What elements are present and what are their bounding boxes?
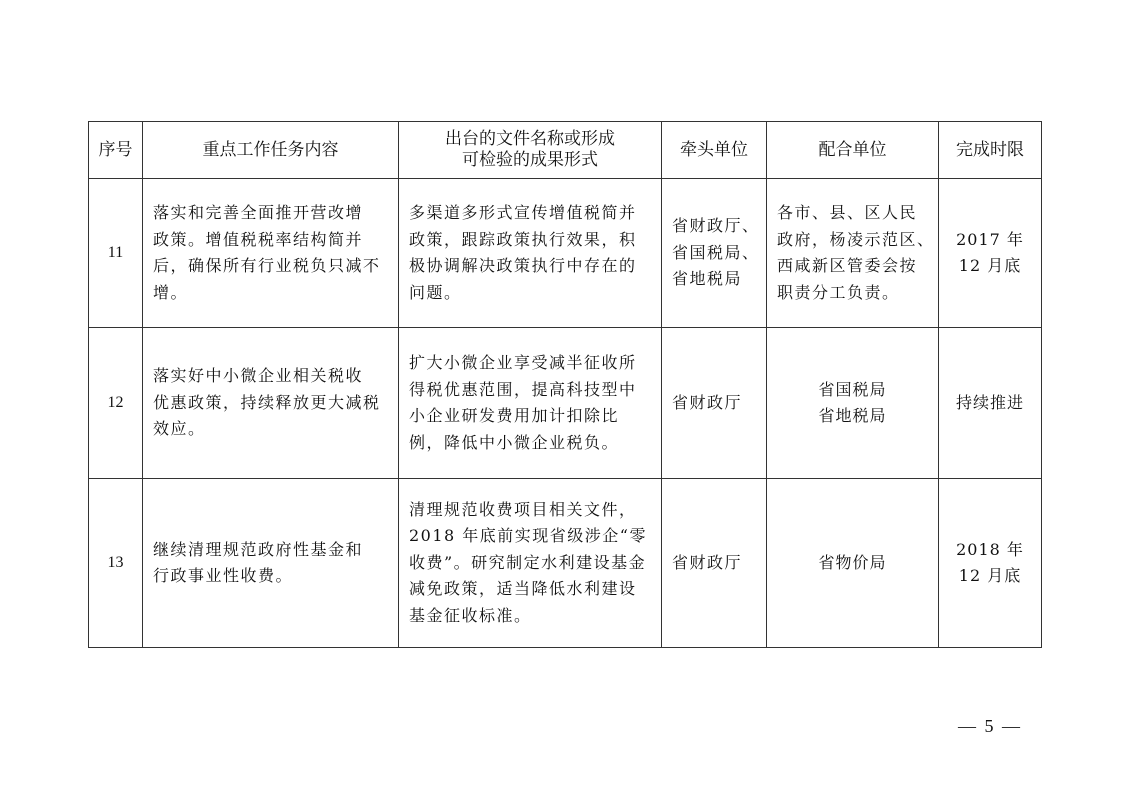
text-line: 12 月底 — [958, 256, 1022, 275]
text-line: 省国税局 — [818, 379, 887, 399]
text-line: 行政事业性收费。 — [153, 566, 294, 585]
text-line: 减免政策，适当降低水利建设 — [409, 579, 637, 599]
row-output — [399, 328, 662, 479]
text-line: 持续推进 — [955, 392, 1024, 412]
text-line: 省财政厅 — [672, 552, 743, 572]
header-output-line1: 出台的文件名称或形成 — [445, 129, 615, 149]
text-line: 各市、县、区人民 — [777, 203, 918, 222]
row-support — [767, 179, 939, 328]
row-task — [143, 328, 399, 479]
row-output — [399, 179, 662, 328]
header-support: 配合单位 — [767, 122, 939, 179]
row-index: 13 — [89, 479, 143, 648]
header-output-line2: 可检验的成果形式 — [462, 150, 598, 170]
header-output — [399, 122, 662, 179]
header-index: 序号 — [89, 122, 143, 179]
header-lead: 牵头单位 — [662, 122, 767, 179]
row-deadline — [939, 328, 1042, 479]
text-line: 例，降低中小微企业税负。 — [409, 432, 620, 452]
row-support — [767, 328, 939, 479]
text-line: 落实和完善全面推开营改增 — [153, 203, 364, 222]
table-row — [89, 479, 1042, 648]
text-line: 基金征收标准。 — [409, 605, 532, 625]
table-row — [89, 328, 1042, 479]
text-line: 2018 年底前实现省级涉企“零 — [409, 526, 647, 546]
row-output — [399, 479, 662, 648]
task-table — [88, 121, 1042, 648]
text-line: 落实好中小微企业相关税收 — [153, 366, 364, 386]
text-line: 极协调解决政策执行中存在的 — [409, 256, 637, 275]
text-line: 政策，跟踪政策执行效果，积 — [409, 229, 637, 249]
text-line: 清理规范收费项目相关文件， — [409, 499, 637, 519]
table-header-row — [89, 122, 1042, 179]
text-line: 效应。 — [153, 419, 206, 439]
text-line: 增。 — [153, 282, 189, 302]
row-deadline — [939, 179, 1042, 328]
text-line: 政策。增值税税率结构简并 — [153, 229, 364, 249]
text-line: 省财政厅、 — [672, 216, 760, 236]
row-lead — [662, 328, 767, 479]
text-line: 西咸新区管委会按 — [777, 256, 918, 275]
text-line: 扩大小微企业享受减半征收所 — [409, 353, 637, 372]
row-deadline — [939, 479, 1042, 648]
text-line: 继续清理规范政府性基金和 — [153, 539, 364, 559]
row-task — [143, 179, 399, 328]
text-line: 收费”。研究制定水利建设基金 — [409, 552, 647, 572]
text-line: 省地税局 — [818, 406, 887, 425]
text-line: 2017 年 — [956, 229, 1024, 249]
text-line: 12 月底 — [958, 566, 1022, 585]
header-deadline: 完成时限 — [939, 122, 1042, 179]
row-lead — [662, 479, 767, 648]
text-line: 省地税局 — [672, 269, 743, 289]
table-row — [89, 179, 1042, 328]
text-line: 得税优惠范围，提高科技型中 — [409, 379, 637, 399]
row-support — [767, 479, 939, 648]
text-line: 职责分工负责。 — [777, 282, 900, 302]
row-index: 12 — [89, 328, 143, 479]
text-line: 优惠政策，持续释放更大减税 — [153, 392, 381, 412]
text-line: 多渠道多形式宣传增值税简并 — [409, 203, 637, 222]
text-line: 小企业研发费用加计扣除比 — [409, 406, 620, 425]
text-line: 省财政厅 — [672, 392, 743, 412]
row-task — [143, 479, 399, 648]
row-index: 11 — [89, 179, 143, 328]
text-line: 省国税局、 — [672, 242, 760, 262]
row-lead — [662, 179, 767, 328]
text-line: 问题。 — [409, 282, 462, 302]
text-line: 2018 年 — [956, 539, 1024, 559]
text-line: 政府，杨凌示范区、 — [777, 229, 935, 249]
text-line: 后，确保所有行业税负只减不 — [153, 256, 381, 275]
text-line: 省物价局 — [818, 552, 887, 572]
header-task: 重点工作任务内容 — [143, 122, 399, 179]
page-number: — 5 — — [958, 716, 1022, 736]
